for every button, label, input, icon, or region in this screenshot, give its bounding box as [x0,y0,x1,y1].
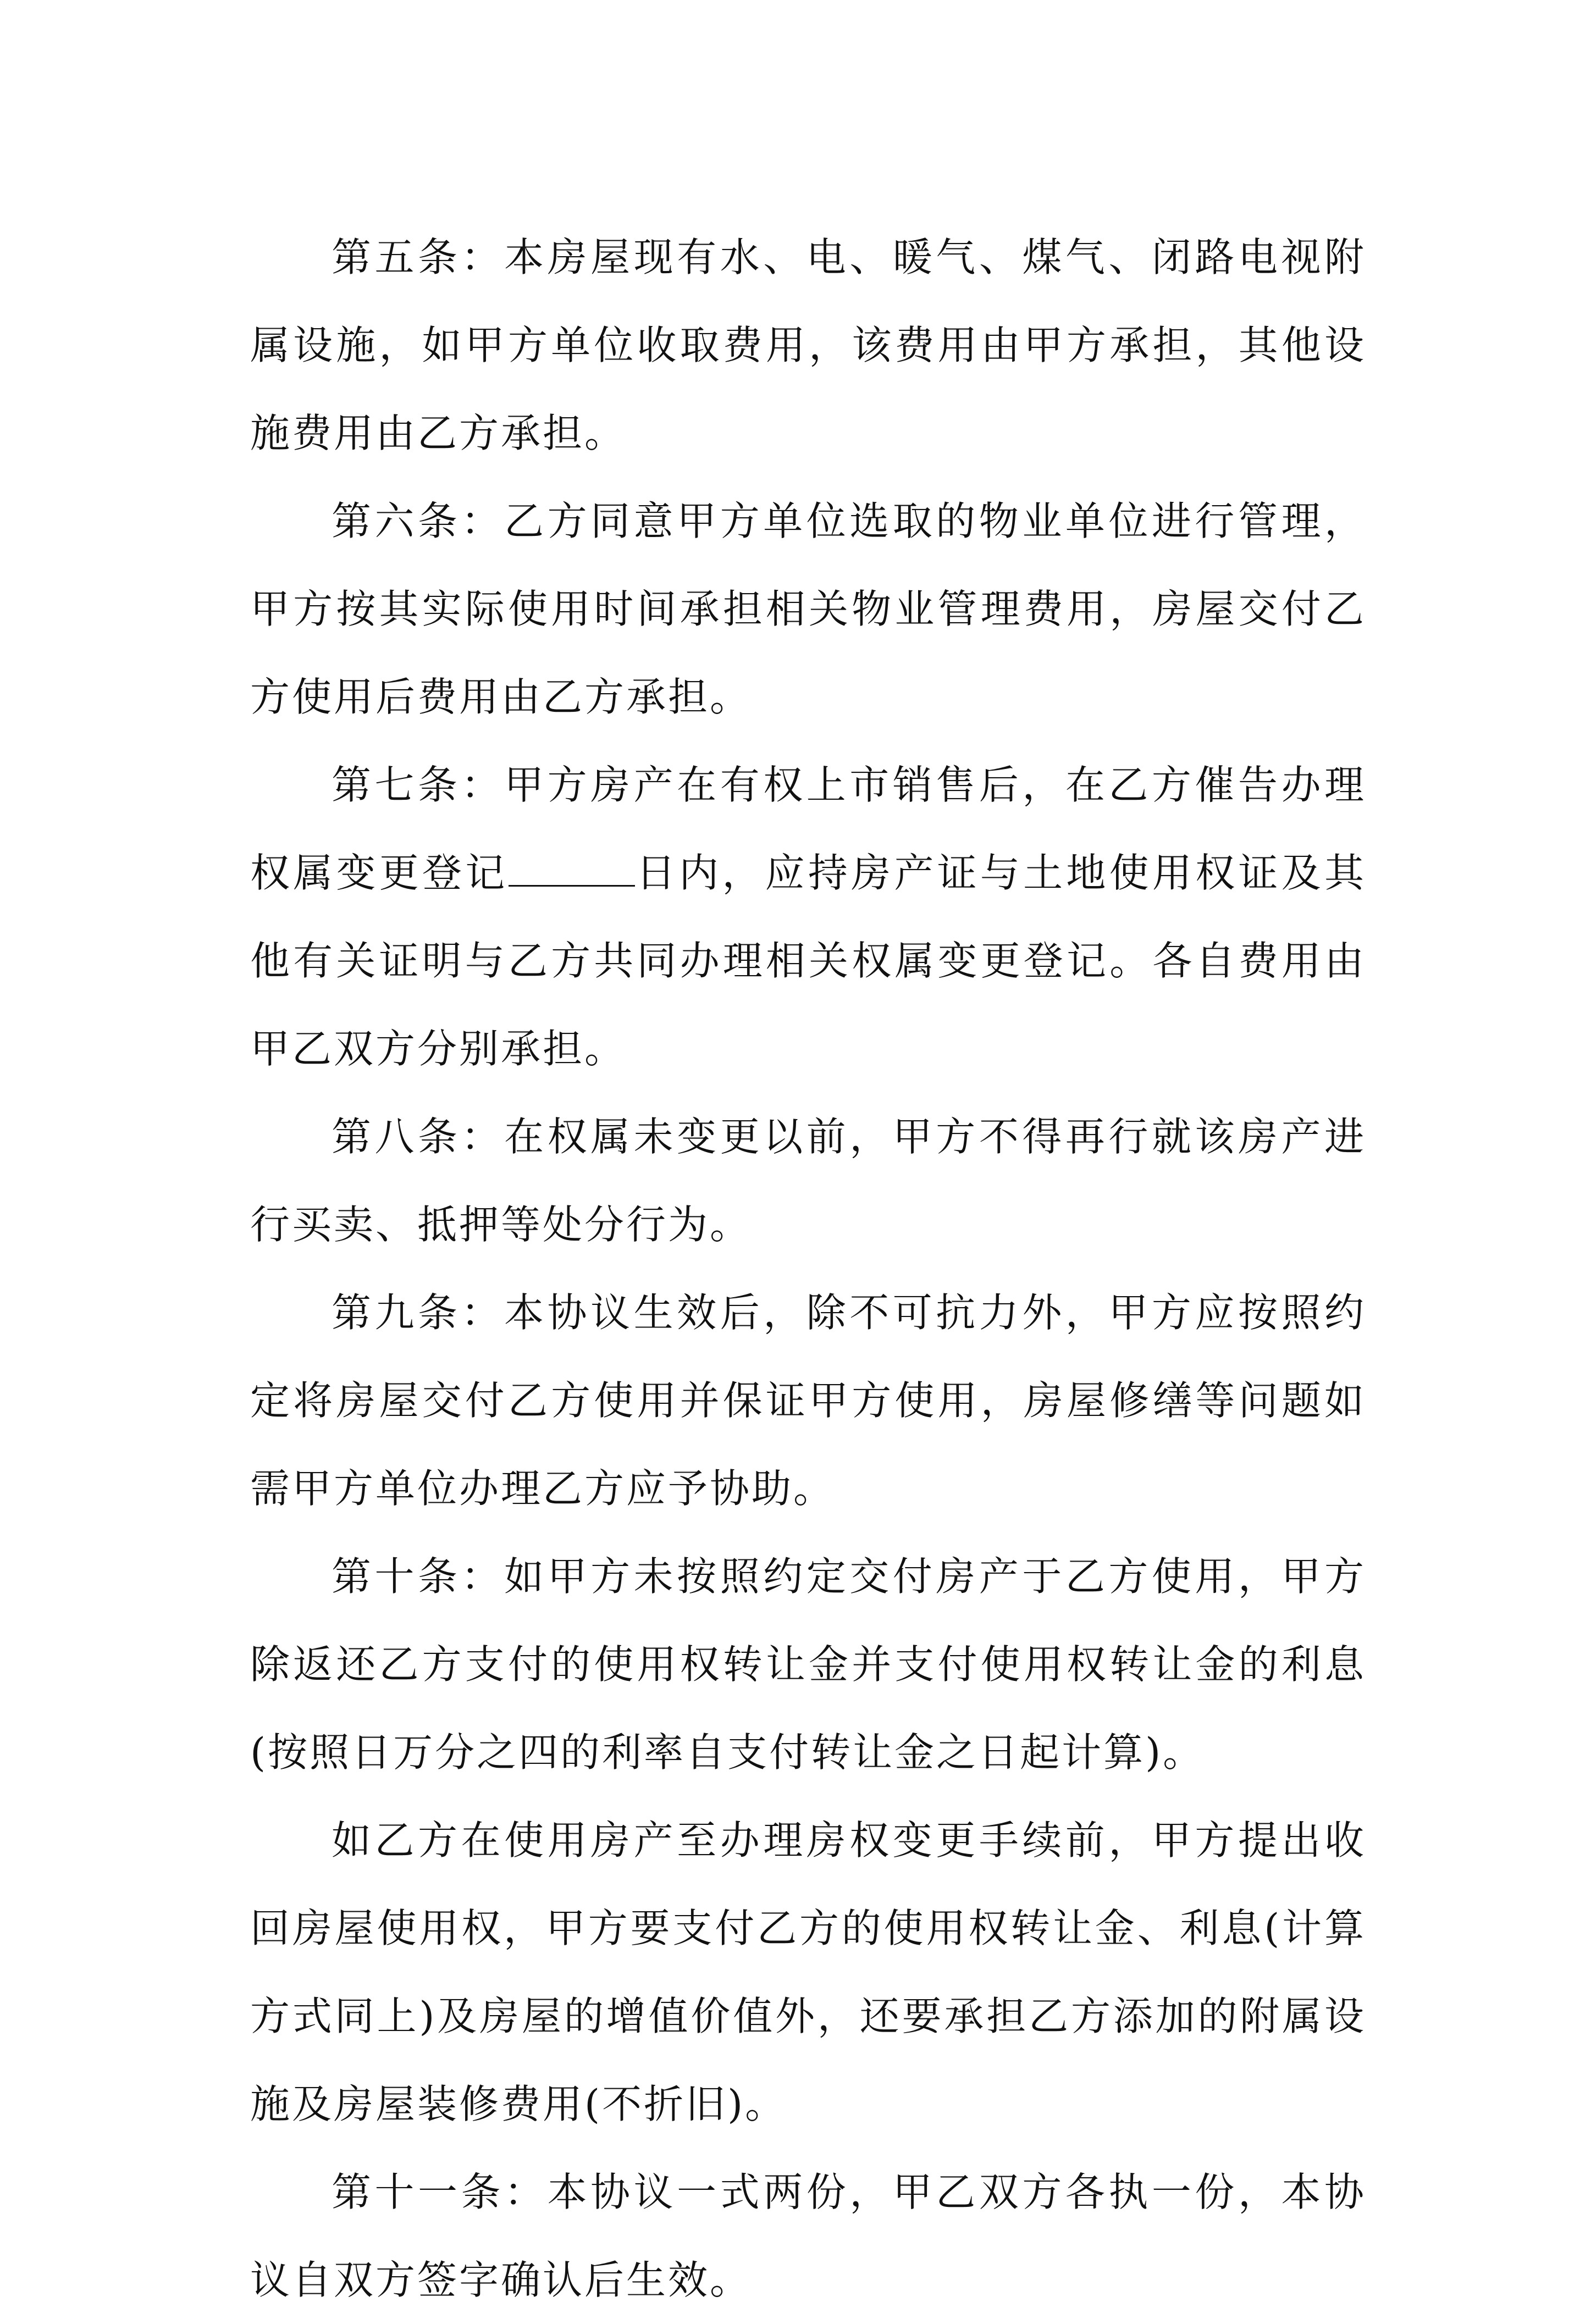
article-6-paragraph: 第六条：乙方同意甲方单位选取的物业单位进行管理，甲方按其实际使用时间承担相关物业管理费用，房屋交付乙方使用后费用由乙方承担。 [250,498,1366,720]
fill-in-blank-days [509,852,635,887]
article-7-text-after-blank: 日内，应持房产证与土地使用权证及其他有关证明与乙方共同办理相关权属变更登记。各自费用由甲乙双方分别承担。 [250,850,1366,1072]
article-10-continuation-paragraph: 如乙方在使用房产至办理房权变更手续前，甲方提出收回房屋使用权，甲方要支付乙方的使用权转让金、利息(计算方式同上)及房屋的增值价值外，还要承担乙方添加的附属设施及房屋装修费用(不折旧)。 [250,1817,1366,2127]
article-9-paragraph: 第九条：本协议生效后，除不可抗力外，甲方应按照约定将房屋交付乙方使用并保证甲方使用，房屋修缮等问题如需甲方单位办理乙方应予协助。 [250,1290,1366,1512]
article-7-paragraph [250,741,1366,1093]
article-5-paragraph: 第五条：本房屋现有水、电、暖气、煤气、闭路电视附属设施，如甲方单位收取费用，该费用由甲方承担，其他设施费用由乙方承担。 [250,234,1366,456]
article-10-paragraph: 第十条：如甲方未按照约定交付房产于乙方使用，甲方除返还乙方支付的使用权转让金并支付使用权转让金的利息(按照日万分之四的利率自支付转让金之日起计算)。 [250,1553,1366,1775]
article-8-paragraph: 第八条：在权属未变更以前，甲方不得再行就该房产进行买卖、抵押等处分行为。 [250,1114,1366,1248]
article-11-paragraph: 第十一条：本协议一式两份，甲乙双方各执一份，本协议自双方签字确认后生效。 [250,2169,1366,2303]
document-body [250,213,1366,2324]
article-7-text-before-blank: 第七条：甲方房产在有权上市销售后，在乙方催告办理权属变更登记 [250,762,1366,896]
